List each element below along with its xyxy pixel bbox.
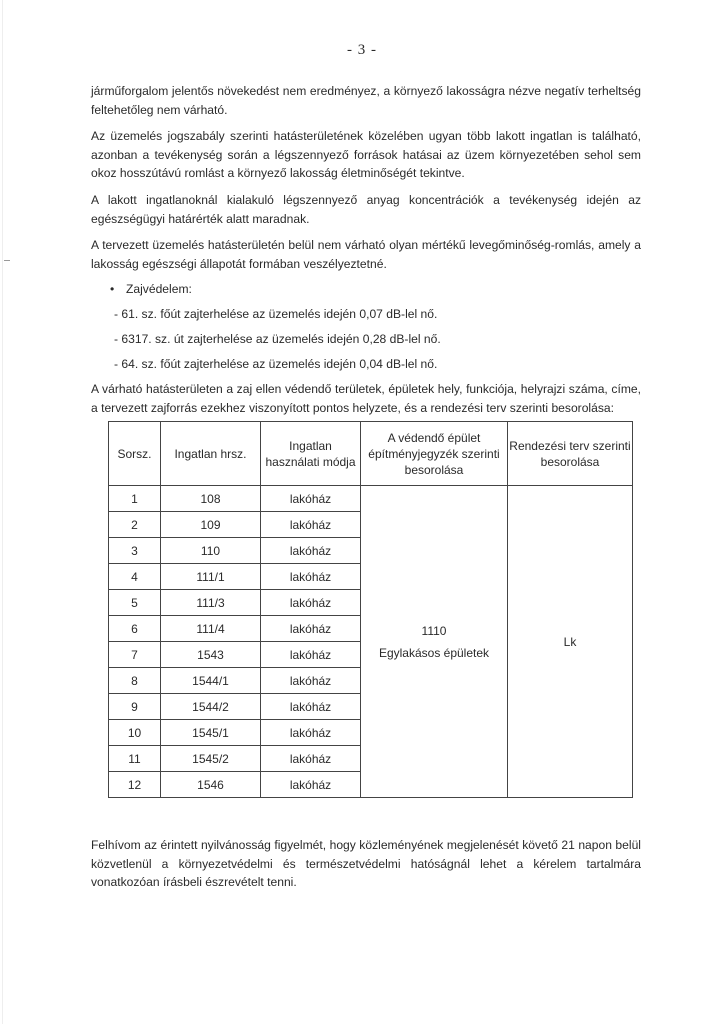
header-usage: Ingatlan használati módja <box>261 422 361 486</box>
cell-serial: 8 <box>109 668 161 694</box>
cell-usage: lakóház <box>261 772 361 798</box>
noise-item: - 61. sz. főút zajterhelése az üzemelés idején 0,07 dB-lel nő. <box>114 307 438 321</box>
cell-parcel: 111/3 <box>161 590 261 616</box>
bullet-icon: • <box>110 282 115 296</box>
cell-serial: 11 <box>109 746 161 772</box>
page-number: - 3 - <box>347 42 377 58</box>
cell-serial: 7 <box>109 642 161 668</box>
header-serial: Sorsz. <box>109 422 161 486</box>
noise-item: - 64. sz. főút zajterhelése az üzemelés idején 0,04 dB-lel nő. <box>114 357 438 371</box>
cell-usage: lakóház <box>261 512 361 538</box>
cell-parcel: 1545/2 <box>161 746 261 772</box>
cell-parcel: 109 <box>161 512 261 538</box>
noise-item: - 6317. sz. út zajterhelése az üzemelés idején 0,28 dB-lel nő. <box>114 332 441 346</box>
protected-buildings-table <box>108 421 633 798</box>
cell-usage: lakóház <box>261 642 361 668</box>
cell-usage: lakóház <box>261 668 361 694</box>
scan-edge-line <box>2 0 3 1024</box>
building-type: Egylakásos épületek <box>378 645 490 660</box>
margin-mark <box>4 260 10 261</box>
cell-parcel: 1545/1 <box>161 720 261 746</box>
cell-serial: 12 <box>109 772 161 798</box>
table-header-row <box>109 422 633 486</box>
paragraph-concentration: A lakott ingatlanoknál kialakuló légszennyező anyag koncentrációk a tevékenység idején az egészségügyi határérték alatt maradnak. <box>91 193 641 226</box>
cell-zoning: Lk <box>508 486 633 798</box>
cell-usage: lakóház <box>261 590 361 616</box>
cell-parcel: 111/1 <box>161 564 261 590</box>
cell-parcel: 1544/2 <box>161 694 261 720</box>
cell-serial: 9 <box>109 694 161 720</box>
paragraph-traffic: járműforgalom jelentős növekedést nem eredményez, a környező lakosságra nézve negatív terheltség feltehetőleg nem várható. <box>91 84 641 117</box>
cell-parcel: 110 <box>161 538 261 564</box>
cell-usage: lakóház <box>261 538 361 564</box>
paragraph-air-quality: A tervezett üzemelés hatásterületén belül nem várható olyan mértékű levegőminőség-romlás, amely a lakosság egészségi állapotát formában veszélyeztetné. <box>91 238 641 271</box>
header-zoning: Rendezési terv szerinti besorolása <box>508 422 633 486</box>
cell-parcel: 108 <box>161 486 261 512</box>
cell-building-class <box>361 486 508 798</box>
cell-serial: 4 <box>109 564 161 590</box>
cell-usage: lakóház <box>261 616 361 642</box>
cell-serial: 5 <box>109 590 161 616</box>
cell-usage: lakóház <box>261 746 361 772</box>
building-code: 1110 <box>421 623 447 638</box>
cell-parcel: 1543 <box>161 642 261 668</box>
cell-usage: lakóház <box>261 564 361 590</box>
cell-parcel: 1544/1 <box>161 668 261 694</box>
noise-protection-label: Zajvédelem: <box>126 282 192 296</box>
paragraph-protected-areas: A várható hatásterületen a zaj ellen védendő területek, épületek hely, funkciója, helyrajzi száma, címe, a tervezett zajforrás ezekhez viszonyított pontos helyzete, és a rendezési terv szerinti besorolása: <box>91 382 641 415</box>
cell-serial: 3 <box>109 538 161 564</box>
cell-usage: lakóház <box>261 694 361 720</box>
cell-parcel: 1546 <box>161 772 261 798</box>
paragraph-impact-area: Az üzemelés jogszabály szerinti hatásterületének közelében ugyan több lakott ingatlan is található, azonban a tevékenység során a légszennyező források hatásai az üzem környezetében sehol sem okoz hosszútávú romlást a környező lakosság életminőségét tekintve. <box>91 129 641 180</box>
table-row <box>109 486 633 512</box>
cell-serial: 2 <box>109 512 161 538</box>
cell-usage: lakóház <box>261 486 361 512</box>
paragraph-public-notice: Felhívom az érintett nyilvánosság figyelmét, hogy közleményének megjelenését követő 21 napon belül közvetlenül a környezetvédelmi és természetvédelmi hatóságnál lehet a kérelem tartalmára vonatkozóan írásbeli észrevételt tenni. <box>91 838 641 889</box>
cell-parcel: 111/4 <box>161 616 261 642</box>
cell-usage: lakóház <box>261 720 361 746</box>
cell-serial: 10 <box>109 720 161 746</box>
header-parcel: Ingatlan hrsz. <box>161 422 261 486</box>
cell-serial: 1 <box>109 486 161 512</box>
header-building-class: A védendő épület építményjegyzék szerinti besorolása <box>361 422 508 486</box>
cell-serial: 6 <box>109 616 161 642</box>
noise-protection-heading <box>110 280 192 298</box>
